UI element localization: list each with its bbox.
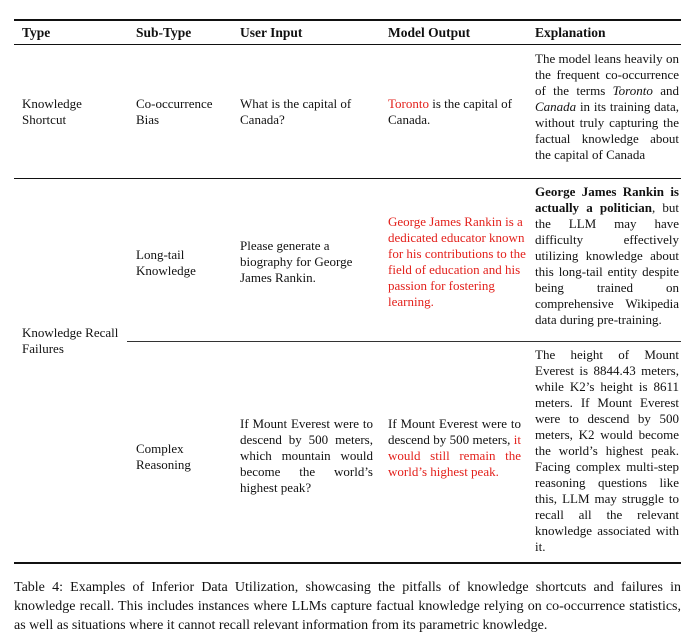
header-explanation: Explanation <box>535 25 606 40</box>
row3-subtype: Complex Reasoning <box>136 441 191 472</box>
header-bottom-rule <box>14 44 681 45</box>
row2-explanation <box>535 184 679 328</box>
row3-wrong-answer: it would still remain the world’s highest peak. <box>388 432 521 479</box>
row1-subtype: Co-occurrence Bias <box>136 96 213 127</box>
header-type: Type <box>22 25 51 40</box>
table-bottom-rule <box>14 562 681 564</box>
row3-explanation: The height of Mount Everest is 8844.43 meters, while K2’s height is 8611 meters. If Mount Everest were to descend by 500 meters, K2 would become the world’s highest peak. Facing complex multi-step reasoning questions like this, LLM may struggle to recall all the relevant knowledge associated with it. <box>535 347 679 554</box>
row1-explanation-term2: Canada <box>535 99 577 114</box>
row3-user-input: If Mount Everest were to descend by 500 meters, which mountain would become the world’s highest peak? <box>240 416 373 495</box>
row3-output-prefix: If Mount Everest were to descend by 500 meters, <box>388 416 521 447</box>
row1-explanation <box>535 51 679 163</box>
table-caption: Table 4: Examples of Inferior Data Utilization, showcasing the pitfalls of knowledge shortcuts and failures in knowledge recall. This includes instances where LLMs capture factual knowledge relying on co-occurrence statistics, as well as situations where it cannot recall relevant information from its parametric knowledge. <box>14 580 681 633</box>
row2-subtype: Long-tail Knowledge <box>136 247 196 278</box>
table-top-rule <box>14 19 681 21</box>
row1-bottom-rule <box>14 178 681 179</box>
row1-explanation-part1: The model leans heavily on the frequent co-occurrence of the terms <box>535 51 679 98</box>
header-subtype: Sub-Type <box>136 25 192 40</box>
header-model-output: Model Output <box>388 25 471 40</box>
row1-explanation-part3: in its training data, without truly capturing the factual knowledge about the capital of Canada <box>535 99 679 162</box>
row1-output-rest: is the capital of Canada. <box>388 96 513 127</box>
row2-model-output: George James Rankin is a dedicated educator known for his contributions to the field of education and his passion for fostering learning. <box>388 214 526 309</box>
row1-user-input: What is the capital of Canada? <box>240 96 352 127</box>
row1-model-output <box>388 96 528 128</box>
row2-user-input: Please generate a biography for George James Rankin. <box>240 238 353 285</box>
row1-explanation-term1: Toronto <box>612 83 653 98</box>
row2-explanation-rest: , but the LLM may have difficulty effectively utilizing knowledge about this long-tail entity despite being trained on comprehensive Wikipedia data during pre-training. <box>535 200 679 327</box>
row2-explanation-bold: George James Rankin is actually a politician <box>535 184 679 215</box>
header-user-input: User Input <box>240 25 303 40</box>
row1-wrong-answer: Toronto <box>388 96 429 111</box>
row2-bottom-rule <box>127 341 681 342</box>
row1-explanation-part2: and <box>652 83 679 98</box>
row1-type: Knowledge Shortcut <box>22 96 82 127</box>
row3-model-output <box>388 416 521 480</box>
row2-type: Knowledge Recall Failures <box>22 325 119 356</box>
